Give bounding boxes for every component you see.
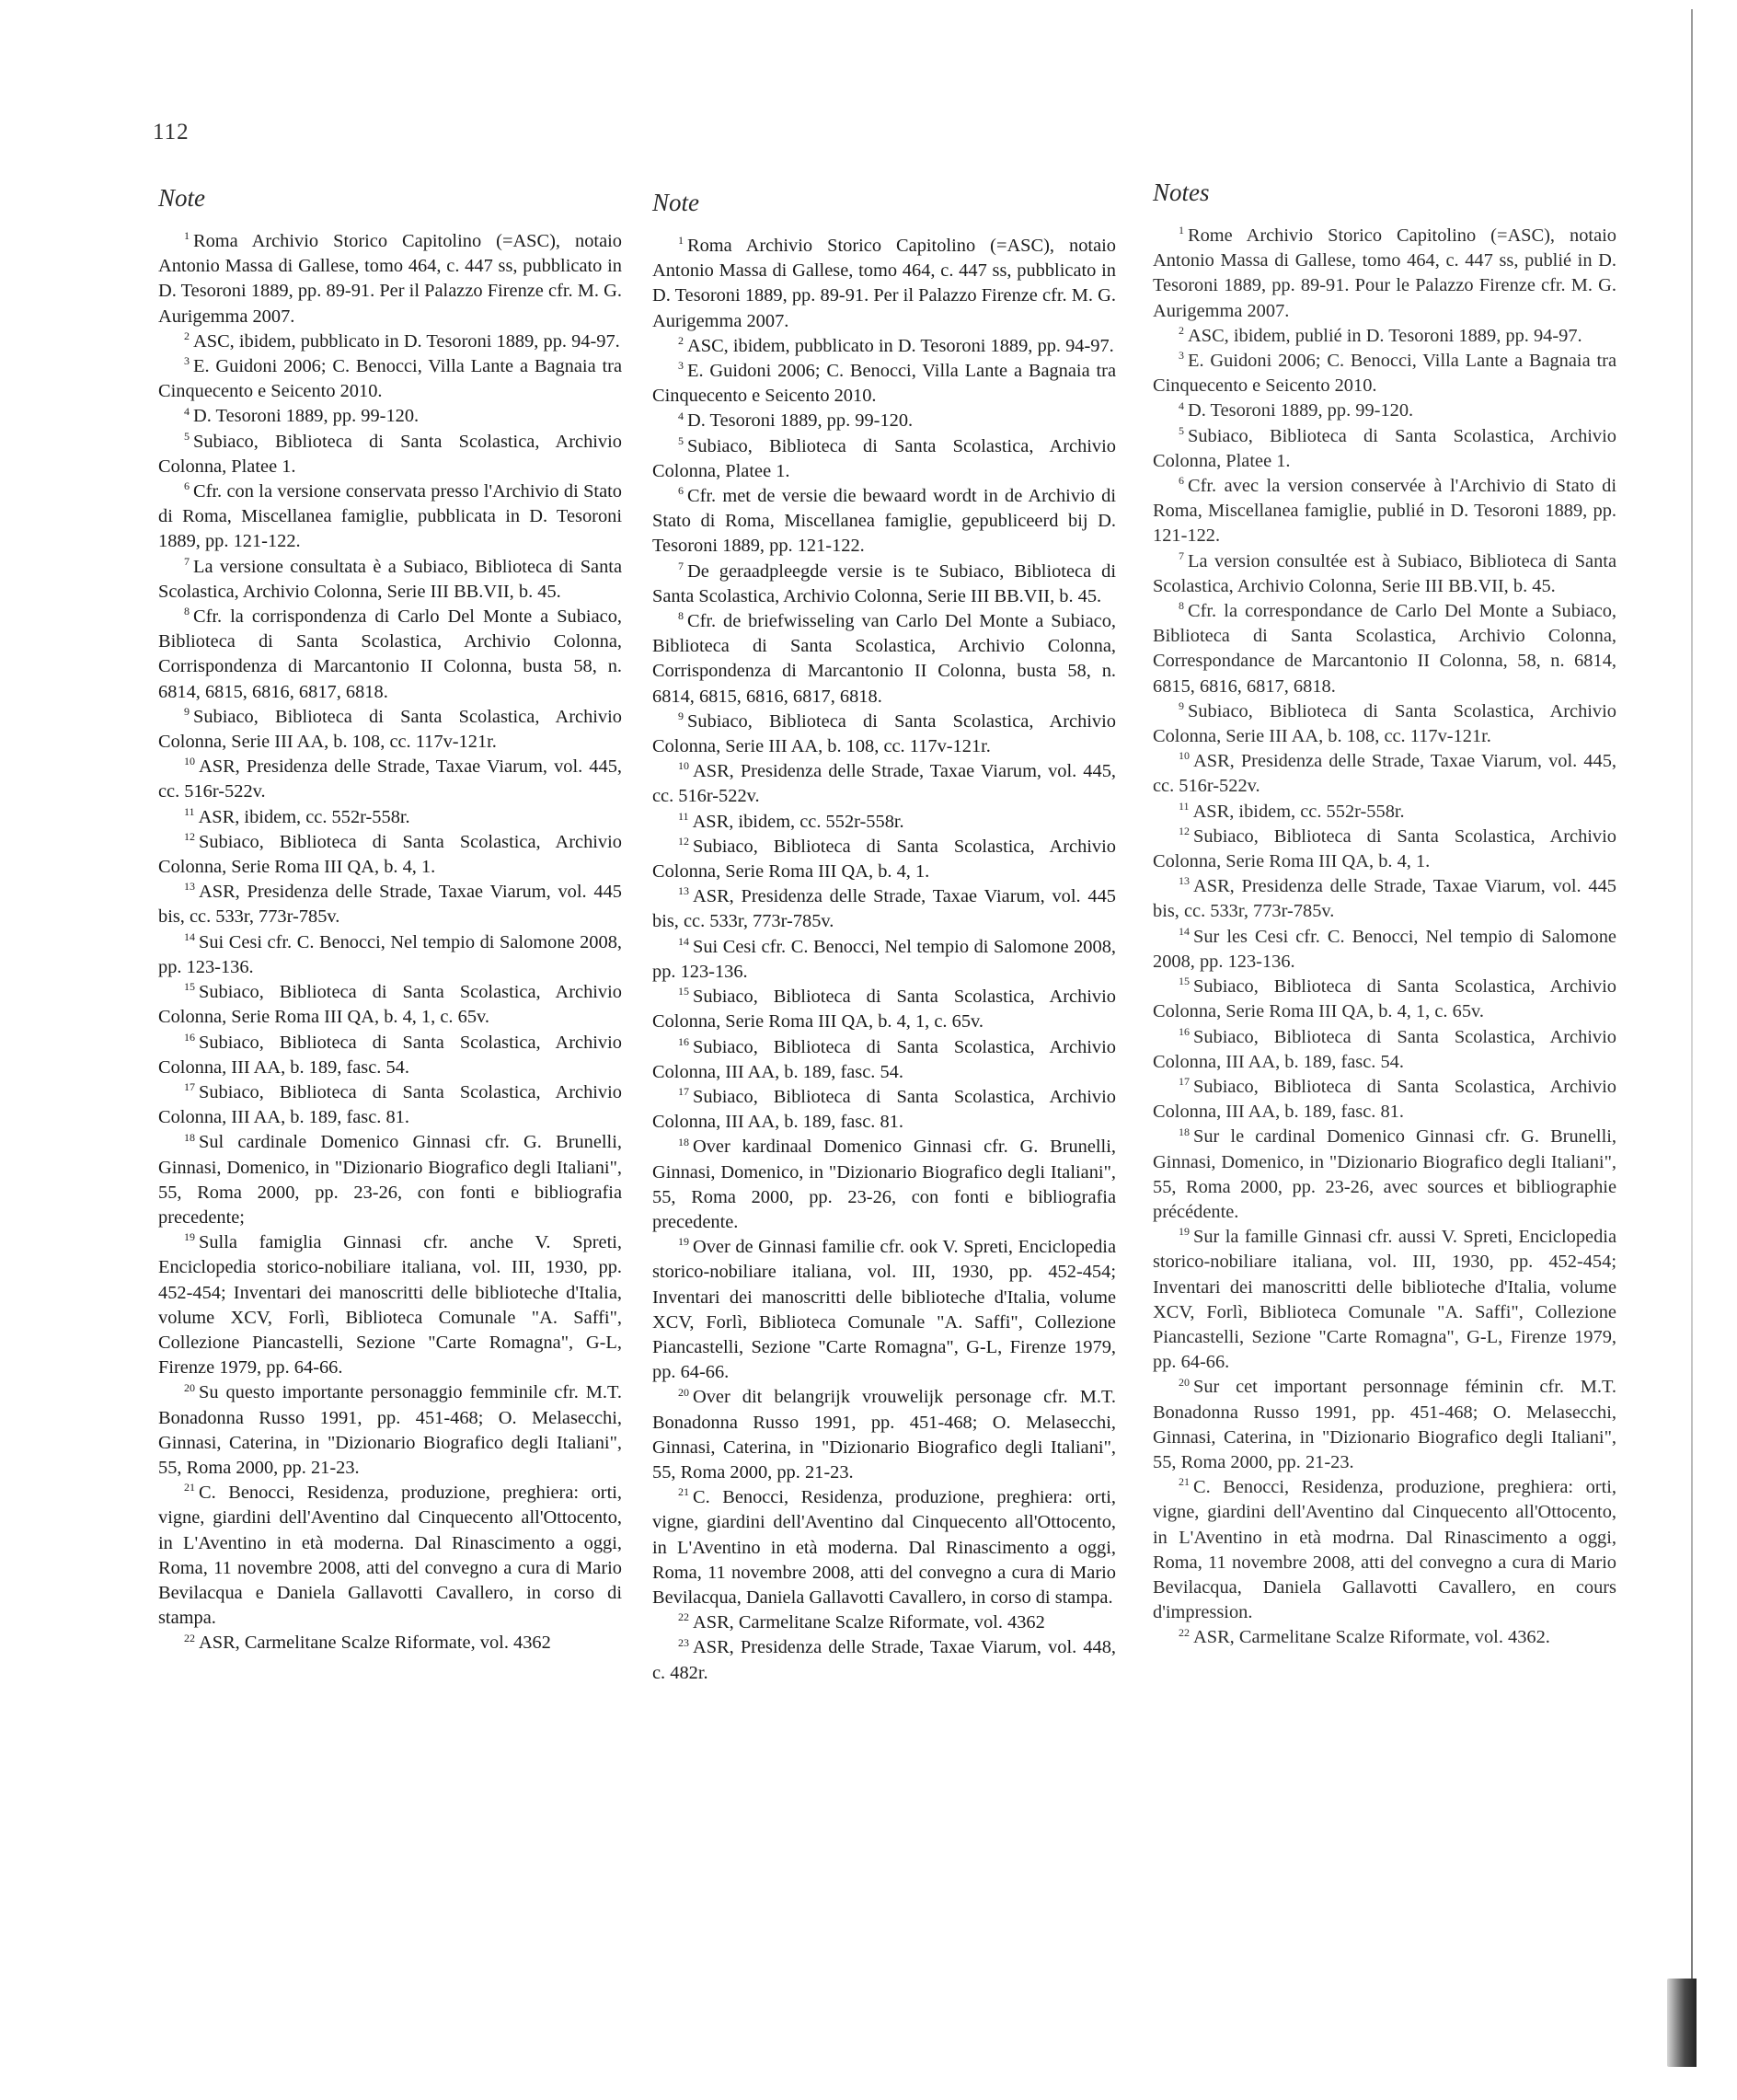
footnote-text: Subiaco, Biblioteca di Santa Scolastica, Archivio Colonna, III AA, b. 189, fasc. 81. [1153,1076,1616,1123]
footnote-number: 14 [678,934,689,948]
footnote-text: Roma Archivio Storico Capitolino (=ASC), notaio Antonio Massa di Gallese, tomo 464, c. 447 ss, pubblicato in D. Tesoroni 1889, pp. 89-91. Per il Palazzo Firenze cfr. M. G. Aurigemma 2007. [158,231,622,327]
footnote [652,759,1116,809]
footnote-number: 13 [184,880,195,894]
footnote-text: ASR, ibidem, cc. 552r-558r. [1192,801,1405,822]
footnote-text: Su questo importante personaggio femminile cfr. M.T. Bonadonna Russo 1991, pp. 451-468; O. Melasecchi, Ginnasi, Caterina, in "Dizionario Biografico degli Italiani", 55, Roma 2000, pp. 21-23. [158,1382,622,1478]
footnote-text: Cfr. la correspondance de Carlo Del Monte a Subiaco, Biblioteca di Santa Scolastica, Archivio Colonna, Correspondance de Marcantonio II Colonna, 58, n. 6814, 6815, 6816, 6817, 6818. [1153,601,1616,697]
footnote [1153,749,1616,799]
footnote [158,1631,622,1656]
footnote-text: Subiaco, Biblioteca di Santa Scolastica, Archivio Colonna, Serie Roma III QA, b. 4, 1, c. 65v. [1153,976,1616,1022]
footnote [158,229,622,329]
footnote-text: Over kardinaal Domenico Ginnasi cfr. G. Brunelli, Ginnasi, Domenico, in "Dizionario Biografico degli Italiani", 55, Roma 2000, pp. 23-26, con fonti e bibliografia precedente. [652,1137,1116,1232]
footnote-number: 12 [184,830,195,844]
footnote [158,1230,622,1380]
footnote [652,484,1116,560]
footnote-text: Subiaco, Biblioteca di Santa Scolastica, Archivio Colonna, III AA, b. 189, fasc. 81. [652,1086,1116,1133]
footnote [652,1035,1116,1085]
footnote-number: 23 [678,1635,689,1649]
footnote-text: Sul cardinale Domenico Ginnasi cfr. G. Brunelli, Ginnasi, Domenico, in "Dizionario Biografico degli Italiani", 55, Roma 2000, pp. 23-26, con fonti e bibliografia precedente; [158,1132,622,1228]
footnote [158,1080,622,1130]
footnote [1153,1625,1616,1650]
footnote-number: 13 [678,884,689,898]
footnote-number: 10 [184,755,195,768]
footnote-number: 7 [678,559,684,572]
footnote-number: 5 [184,429,190,443]
footnote [1153,599,1616,699]
footnote-number: 20 [184,1380,195,1394]
page-edge-line [1691,9,1693,2006]
footnote-number: 22 [184,1631,195,1644]
footnote [158,805,622,830]
footnote-text: Rome Archivio Storico Capitolino (=ASC), notaio Antonio Massa di Gallese, tomo 464, c. 447 ss, publié in D. Tesoroni 1889, pp. 89-91. Pour le Palazzo Firenze cfr. M. G. Aurigemma 2007. [1153,225,1616,321]
footnote-number: 5 [678,433,684,447]
footnote-number: 15 [184,980,195,994]
footnote [1153,1225,1616,1375]
footnote-text: ASR, ibidem, cc. 552r-558r. [692,811,904,832]
footnote-number: 1 [184,229,190,243]
footnote [1153,699,1616,749]
footnote-number: 13 [1179,874,1190,888]
footnote-number: 20 [678,1385,689,1399]
footnote [158,1481,622,1631]
footnote-text: ASR, Presidenza delle Strade, Taxae Viarum, vol. 445, cc. 516r-522v. [1153,751,1616,797]
footnote-number: 19 [184,1230,195,1244]
footnote [1153,1125,1616,1225]
footnote-number: 17 [678,1085,689,1099]
footnote [1153,224,1616,324]
footnote-number: 9 [678,710,684,723]
footnote-text: Subiaco, Biblioteca di Santa Scolastica, Archivio Colonna, III AA, b. 189, fasc. 81. [158,1081,622,1128]
notes-list [1153,224,1616,1651]
footnote-number: 12 [678,835,689,848]
footnote-text: Over dit belangrijk vrouwelijk personage cfr. M.T. Bonadonna Russo 1991, pp. 451-468; O. Melasecchi, Ginnasi, Caterina, in "Dizionario Biografico degli Italiani", 55, Roma 2000, pp. 21-23. [652,1387,1116,1483]
footnote-number: 18 [184,1130,195,1144]
footnote [1153,474,1616,549]
footnote-number: 9 [1179,699,1184,713]
footnote-text: Subiaco, Biblioteca di Santa Scolastica, Archivio Colonna, Platee 1. [158,431,622,477]
footnote-text: Subiaco, Biblioteca di Santa Scolastica, Archivio Colonna, Serie III AA, b. 108, cc. 117v-121r. [652,710,1116,757]
footnote [652,810,1116,835]
footnote [1153,925,1616,975]
footnote-text: De geraadpleegde versie is te Subiaco, Biblioteca di Santa Scolastica, Archivio Colonna, Serie III BB.VII, b. 45. [652,560,1116,606]
footnote [652,1610,1116,1635]
footnote [158,329,622,354]
footnote-text: Subiaco, Biblioteca di Santa Scolastica, Archivio Colonna, Serie III AA, b. 108, cc. 117v-121r. [1153,700,1616,747]
footnote-text: Sulla famiglia Ginnasi cfr. anche V. Spreti, Enciclopedia storico-nobiliare italiana, vol. III, 1930, pp. 452-454; Inventari dei manoscritti delle biblioteche d'Italia, volume XCV, Forlì, Biblioteca Comunale "A. Saffi", Collezione Piancastelli, Sezione "Carte Romagna", G-L, Firenze 1979, pp. 64-66. [158,1232,622,1379]
footnote [1153,324,1616,349]
footnote-number: 15 [1179,975,1190,988]
footnote-text: Subiaco, Biblioteca di Santa Scolastica, Archivio Colonna, Platee 1. [1153,425,1616,471]
footnote [158,830,622,880]
footnote-text: Subiaco, Biblioteca di Santa Scolastica, Archivio Colonna, III AA, b. 189, fasc. 54. [652,1036,1116,1082]
footnote-number: 11 [184,804,195,818]
footnote-text: Subiaco, Biblioteca di Santa Scolastica, Archivio Colonna, Serie Roma III QA, b. 4, 1, c. 65v. [158,982,622,1028]
page-edge-tab [1667,1979,1697,2067]
footnote-number: 2 [678,334,684,348]
footnote-number: 21 [1179,1475,1190,1489]
footnote-number: 22 [1179,1625,1190,1639]
footnote-number: 11 [678,809,689,823]
footnote-text: Roma Archivio Storico Capitolino (=ASC), notaio Antonio Massa di Gallese, tomo 464, c. 447 ss, pubblicato in D. Tesoroni 1889, pp. 89-91. Per il Palazzo Firenze cfr. M. G. Aurigemma 2007. [652,236,1116,331]
footnote [652,560,1116,609]
footnote-number: 15 [678,985,689,998]
footnote [158,705,622,755]
footnote-text: Subiaco, Biblioteca di Santa Scolastica, Archivio Colonna, III AA, b. 189, fasc. 54. [158,1032,622,1078]
footnote-text: Sui Cesi cfr. C. Benocci, Nel tempio di Salomone 2008, pp. 123-136. [652,936,1116,982]
footnote-number: 6 [678,484,684,498]
footnote-number: 17 [184,1080,195,1094]
footnote [652,359,1116,409]
footnote [652,884,1116,934]
footnote [652,434,1116,484]
footnote [158,479,622,555]
footnote-number: 22 [678,1610,689,1624]
footnote [652,334,1116,359]
footnote [652,1635,1116,1685]
footnote [158,1130,622,1230]
footnote-text: D. Tesoroni 1889, pp. 99-120. [193,406,420,427]
footnote [1153,549,1616,599]
footnote-number: 19 [678,1235,689,1249]
footnote-number: 10 [1179,749,1190,763]
footnote-text: ASC, ibidem, pubblicato in D. Tesoroni 1889, pp. 94-97. [193,330,620,352]
footnote [158,555,622,605]
footnote [158,605,622,705]
footnote [1153,874,1616,924]
footnote-text: Cfr. la corrispondenza di Carlo Del Monte a Subiaco, Biblioteca di Santa Scolastica, Archivio Colonna, Corrispondenza di Marcantonio II Colonna, busta 58, n. 6814, 6815, 6816, 6817, 6818. [158,606,622,702]
notes-column-dutch [652,189,1116,1686]
footnote [1153,1075,1616,1125]
footnote-text: Subiaco, Biblioteca di Santa Scolastica, Archivio Colonna, Serie Roma III QA, b. 4, 1. [1153,825,1616,872]
footnote-text: Cfr. de briefwisseling van Carlo Del Monte a Subiaco, Biblioteca di Santa Scolastica, Archivio Colonna, Corrispondenza di Marcantonio II Colonna, busta 58, n. 6814, 6815, 6816, 6817, 6818. [652,611,1116,707]
footnote [158,930,622,980]
footnote-text: C. Benocci, Residenza, produzione, preghiera: orti, vigne, giardini dell'Aventino dal Cinquecento all'Ottocento, in L'Aventino in età moderna. Dal Rinascimento a oggi, Roma, 11 novembre 2008, atti del convegno a cura di Mario Bevilacqua, Daniela Gallavotti Cavallero, in corso di stampa. [652,1487,1116,1608]
footnote-text: D. Tesoroni 1889, pp. 99-120. [1188,400,1414,421]
footnote-number: 7 [1179,548,1184,562]
footnote [652,1235,1116,1385]
footnote-text: Subiaco, Biblioteca di Santa Scolastica, Archivio Colonna, Serie Roma III QA, b. 4, 1, c. 65v. [652,987,1116,1033]
footnote-text: C. Benocci, Residenza, produzione, preghiera: orti, vigne, giardini dell'Aventino dal Cinquecento all'Ottocento, in L'Aventino in età moderna. Dal Rinascimento a oggi, Roma, 11 novembre 2008, atti del convegno a cura di Mario Bevilacqua e Daniela Gallavotti Cavallero, in corso di stampa. [158,1483,622,1629]
footnote [652,609,1116,710]
footnote [158,1380,622,1481]
footnote [1153,349,1616,398]
footnote-text: ASR, Presidenza delle Strade, Taxae Viarum, vol. 445, cc. 516r-522v. [158,756,622,802]
footnote-text: Cfr. met de versie die bewaard wordt in de Archivio di Stato di Roma, Miscellanea famiglie, gepubliceerd bij D. Tesoroni 1889, pp. 121-122. [652,486,1116,557]
footnote [1153,1375,1616,1475]
footnote-text: Cfr. con la versione conservata presso l'Archivio di Stato di Roma, Miscellanea famiglie, pubblicata in D. Tesoroni 1889, pp. 121-122. [158,481,622,552]
footnote [1153,825,1616,874]
footnote-number: 14 [1179,924,1190,938]
footnote-number: 3 [1179,349,1184,363]
footnote-number: 14 [184,929,195,943]
footnote-text: Subiaco, Biblioteca di Santa Scolastica, Archivio Colonna, Platee 1. [652,435,1116,481]
footnote-number: 8 [1179,599,1184,613]
footnote [158,430,622,479]
footnote-text: D. Tesoroni 1889, pp. 99-120. [687,410,914,432]
footnote-number: 16 [1179,1024,1190,1038]
column-heading: Note [652,189,699,216]
footnote-number: 2 [184,329,190,343]
footnote-text: Sur les Cesi cfr. C. Benocci, Nel tempio di Salomone 2008, pp. 123-136. [1153,926,1616,972]
footnote-number: 4 [184,404,190,418]
footnote-text: ASC, ibidem, pubblicato in D. Tesoroni 1889, pp. 94-97. [687,335,1114,356]
footnote-text: Subiaco, Biblioteca di Santa Scolastica, Archivio Colonna, Serie Roma III QA, b. 4, 1. [652,836,1116,883]
footnote-number: 9 [184,705,190,719]
column-heading: Note [158,184,205,212]
notes-list [652,234,1116,1686]
notes-list [158,229,622,1656]
footnote [158,755,622,804]
footnote [652,1385,1116,1485]
footnote-number: 17 [1179,1075,1190,1089]
footnote-text: Sur cet important personnage féminin cfr. M.T. Bonadonna Russo 1991, pp. 451-468; O. Melasecchi, Ginnasi, Caterina, in "Dizionario Biografico degli Italiani", 55, Roma 2000, pp. 21-23. [1153,1377,1616,1472]
footnote [1153,1475,1616,1625]
footnote-text: Cfr. avec la version conservée à l'Archivio di Stato di Roma, Miscellanea famiglie, publié in D. Tesoroni 1889, pp. 121-122. [1153,476,1616,547]
footnote [1153,424,1616,474]
footnote-number: 1 [678,234,684,248]
notes-column-french [1153,179,1616,1651]
footnote [158,354,622,404]
footnote-number: 8 [678,609,684,623]
footnote-number: 4 [1179,398,1184,412]
footnote-number: 3 [678,359,684,373]
footnote-number: 16 [184,1030,195,1044]
footnote-number: 20 [1179,1375,1190,1389]
footnote-text: Over de Ginnasi familie cfr. ook V. Spreti, Enciclopedia storico-nobiliare italiana, vol. III, 1930, pp. 452-454; Inventari dei manoscritti delle biblioteche d'Italia, volume XCV, Forlì, Biblioteca Comunale "A. Saffi", Collezione Piancastelli, Sezione "Carte Romagna", G-L, Firenze 1979, pp. 64-66. [652,1237,1116,1383]
footnote-number: 16 [678,1034,689,1048]
footnote-number: 21 [678,1485,689,1499]
footnote-text: Sui Cesi cfr. C. Benocci, Nel tempio di Salomone 2008, pp. 123-136. [158,931,622,977]
footnote [652,234,1116,334]
footnote-number: 21 [184,1481,195,1494]
footnote [158,404,622,429]
footnote [652,710,1116,759]
footnote [158,1031,622,1080]
footnote-text: Subiaco, Biblioteca di Santa Scolastica, Archivio Colonna, Serie Roma III QA, b. 4, 1. [158,831,622,878]
footnote-text: Sur la famille Ginnasi cfr. aussi V. Spreti, Enciclopedia storico-nobiliare italiana, vol. III, 1930, pp. 452-454; Inventari dei manoscritti delle biblioteche d'Italia, volume XCV, Forlì, Biblioteca Comunale "A. Saffi", Collezione Piancastelli, Sezione "Carte Romagna", G-L, Firenze 1979, pp. 64-66. [1153,1227,1616,1373]
footnote-text: La versione consultata è a Subiaco, Biblioteca di Santa Scolastica, Archivio Colonna, Serie III BB.VII, b. 45. [158,556,622,602]
footnote [1153,800,1616,825]
page-number: 112 [153,120,190,144]
footnote-number: 7 [184,554,190,568]
footnote-number: 1 [1179,224,1184,237]
footnote-number: 6 [1179,474,1184,488]
footnote-text: ASR, Carmelitane Scalze Riformate, vol. 4362 [693,1612,1045,1633]
footnote-text: C. Benocci, Residenza, produzione, preghiera: orti, vigne, giardini dell'Aventino dal Cinquecento all'Ottocento, in L'Aventino in età modrna. Dal Rinascimento a oggi, Roma, 11 novembre 2008, atti del convegno a cura di Mario Bevilacqua, Daniela Gallavotti Cavallero, en cours d'impression. [1153,1477,1616,1623]
footnote-text: ASC, ibidem, publié in D. Tesoroni 1889, pp. 94-97. [1188,325,1582,346]
footnote-text: ASR, Presidenza delle Strade, Taxae Viarum, vol. 445 bis, cc. 533r, 773r-785v. [1153,876,1616,922]
footnote [158,880,622,929]
footnote-text: Sur le cardinal Domenico Ginnasi cfr. G. Brunelli, Ginnasi, Domenico, in "Dizionario Biografico degli Italiani", 55, Roma 2000, pp. 23-26, avec sources et bibliographie précédente. [1153,1126,1616,1222]
footnote-text: ASR, ibidem, cc. 552r-558r. [198,806,410,827]
footnote-text: ASR, Carmelitane Scalze Riformate, vol. 4362. [1193,1627,1550,1648]
footnote [652,1485,1116,1610]
footnote-number: 4 [678,409,684,422]
footnote-text: E. Guidoni 2006; C. Benocci, Villa Lante a Bagnaia tra Cinquecento e Seicento 2010. [158,356,622,402]
footnote-number: 19 [1179,1225,1190,1239]
footnote-text: ASR, Presidenza delle Strade, Taxae Viarum, vol. 445, cc. 516r-522v. [652,761,1116,807]
footnote-text: Subiaco, Biblioteca di Santa Scolastica, Archivio Colonna, III AA, b. 189, fasc. 54. [1153,1026,1616,1072]
footnote [652,935,1116,985]
footnote-number: 5 [1179,423,1184,437]
footnote-number: 8 [184,605,190,618]
footnote [652,1085,1116,1135]
footnote-number: 6 [184,479,190,493]
footnote [652,1135,1116,1235]
footnote [158,980,622,1030]
footnote-number: 3 [184,354,190,368]
column-heading: Notes [1153,179,1210,206]
footnote-text: E. Guidoni 2006; C. Benocci, Villa Lante a Bagnaia tra Cinquecento e Seicento 2010. [1153,351,1616,397]
footnote-text: ASR, Presidenza delle Strade, Taxae Viarum, vol. 445 bis, cc. 533r, 773r-785v. [652,886,1116,932]
footnote-number: 11 [1179,799,1190,813]
footnote-text: ASR, Presidenza delle Strade, Taxae Viarum, vol. 448, c. 482r. [652,1637,1116,1683]
notes-column-italian [158,184,622,1656]
footnote-number: 12 [1179,825,1190,838]
footnote-text: ASR, Presidenza delle Strade, Taxae Viarum, vol. 445 bis, cc. 533r, 773r-785v. [158,882,622,928]
footnote-text: Subiaco, Biblioteca di Santa Scolastica, Archivio Colonna, Serie III AA, b. 108, cc. 117v-121r. [158,706,622,753]
footnote [1153,398,1616,423]
footnote-text: La version consultée est à Subiaco, Biblioteca di Santa Scolastica, Archivio Colonna, Serie III BB.VII, b. 45. [1153,550,1616,596]
footnote-number: 18 [678,1135,689,1148]
footnote-number: 10 [678,759,689,773]
footnote [652,835,1116,884]
footnote-text: ASR, Carmelitane Scalze Riformate, vol. 4362 [199,1633,551,1654]
footnote-number: 2 [1179,324,1184,338]
footnote [652,409,1116,433]
footnote-number: 18 [1179,1125,1190,1138]
footnote [1153,975,1616,1024]
footnote [1153,1025,1616,1075]
footnote-text: E. Guidoni 2006; C. Benocci, Villa Lante a Bagnaia tra Cinquecento e Seicento 2010. [652,361,1116,407]
footnote [652,985,1116,1034]
